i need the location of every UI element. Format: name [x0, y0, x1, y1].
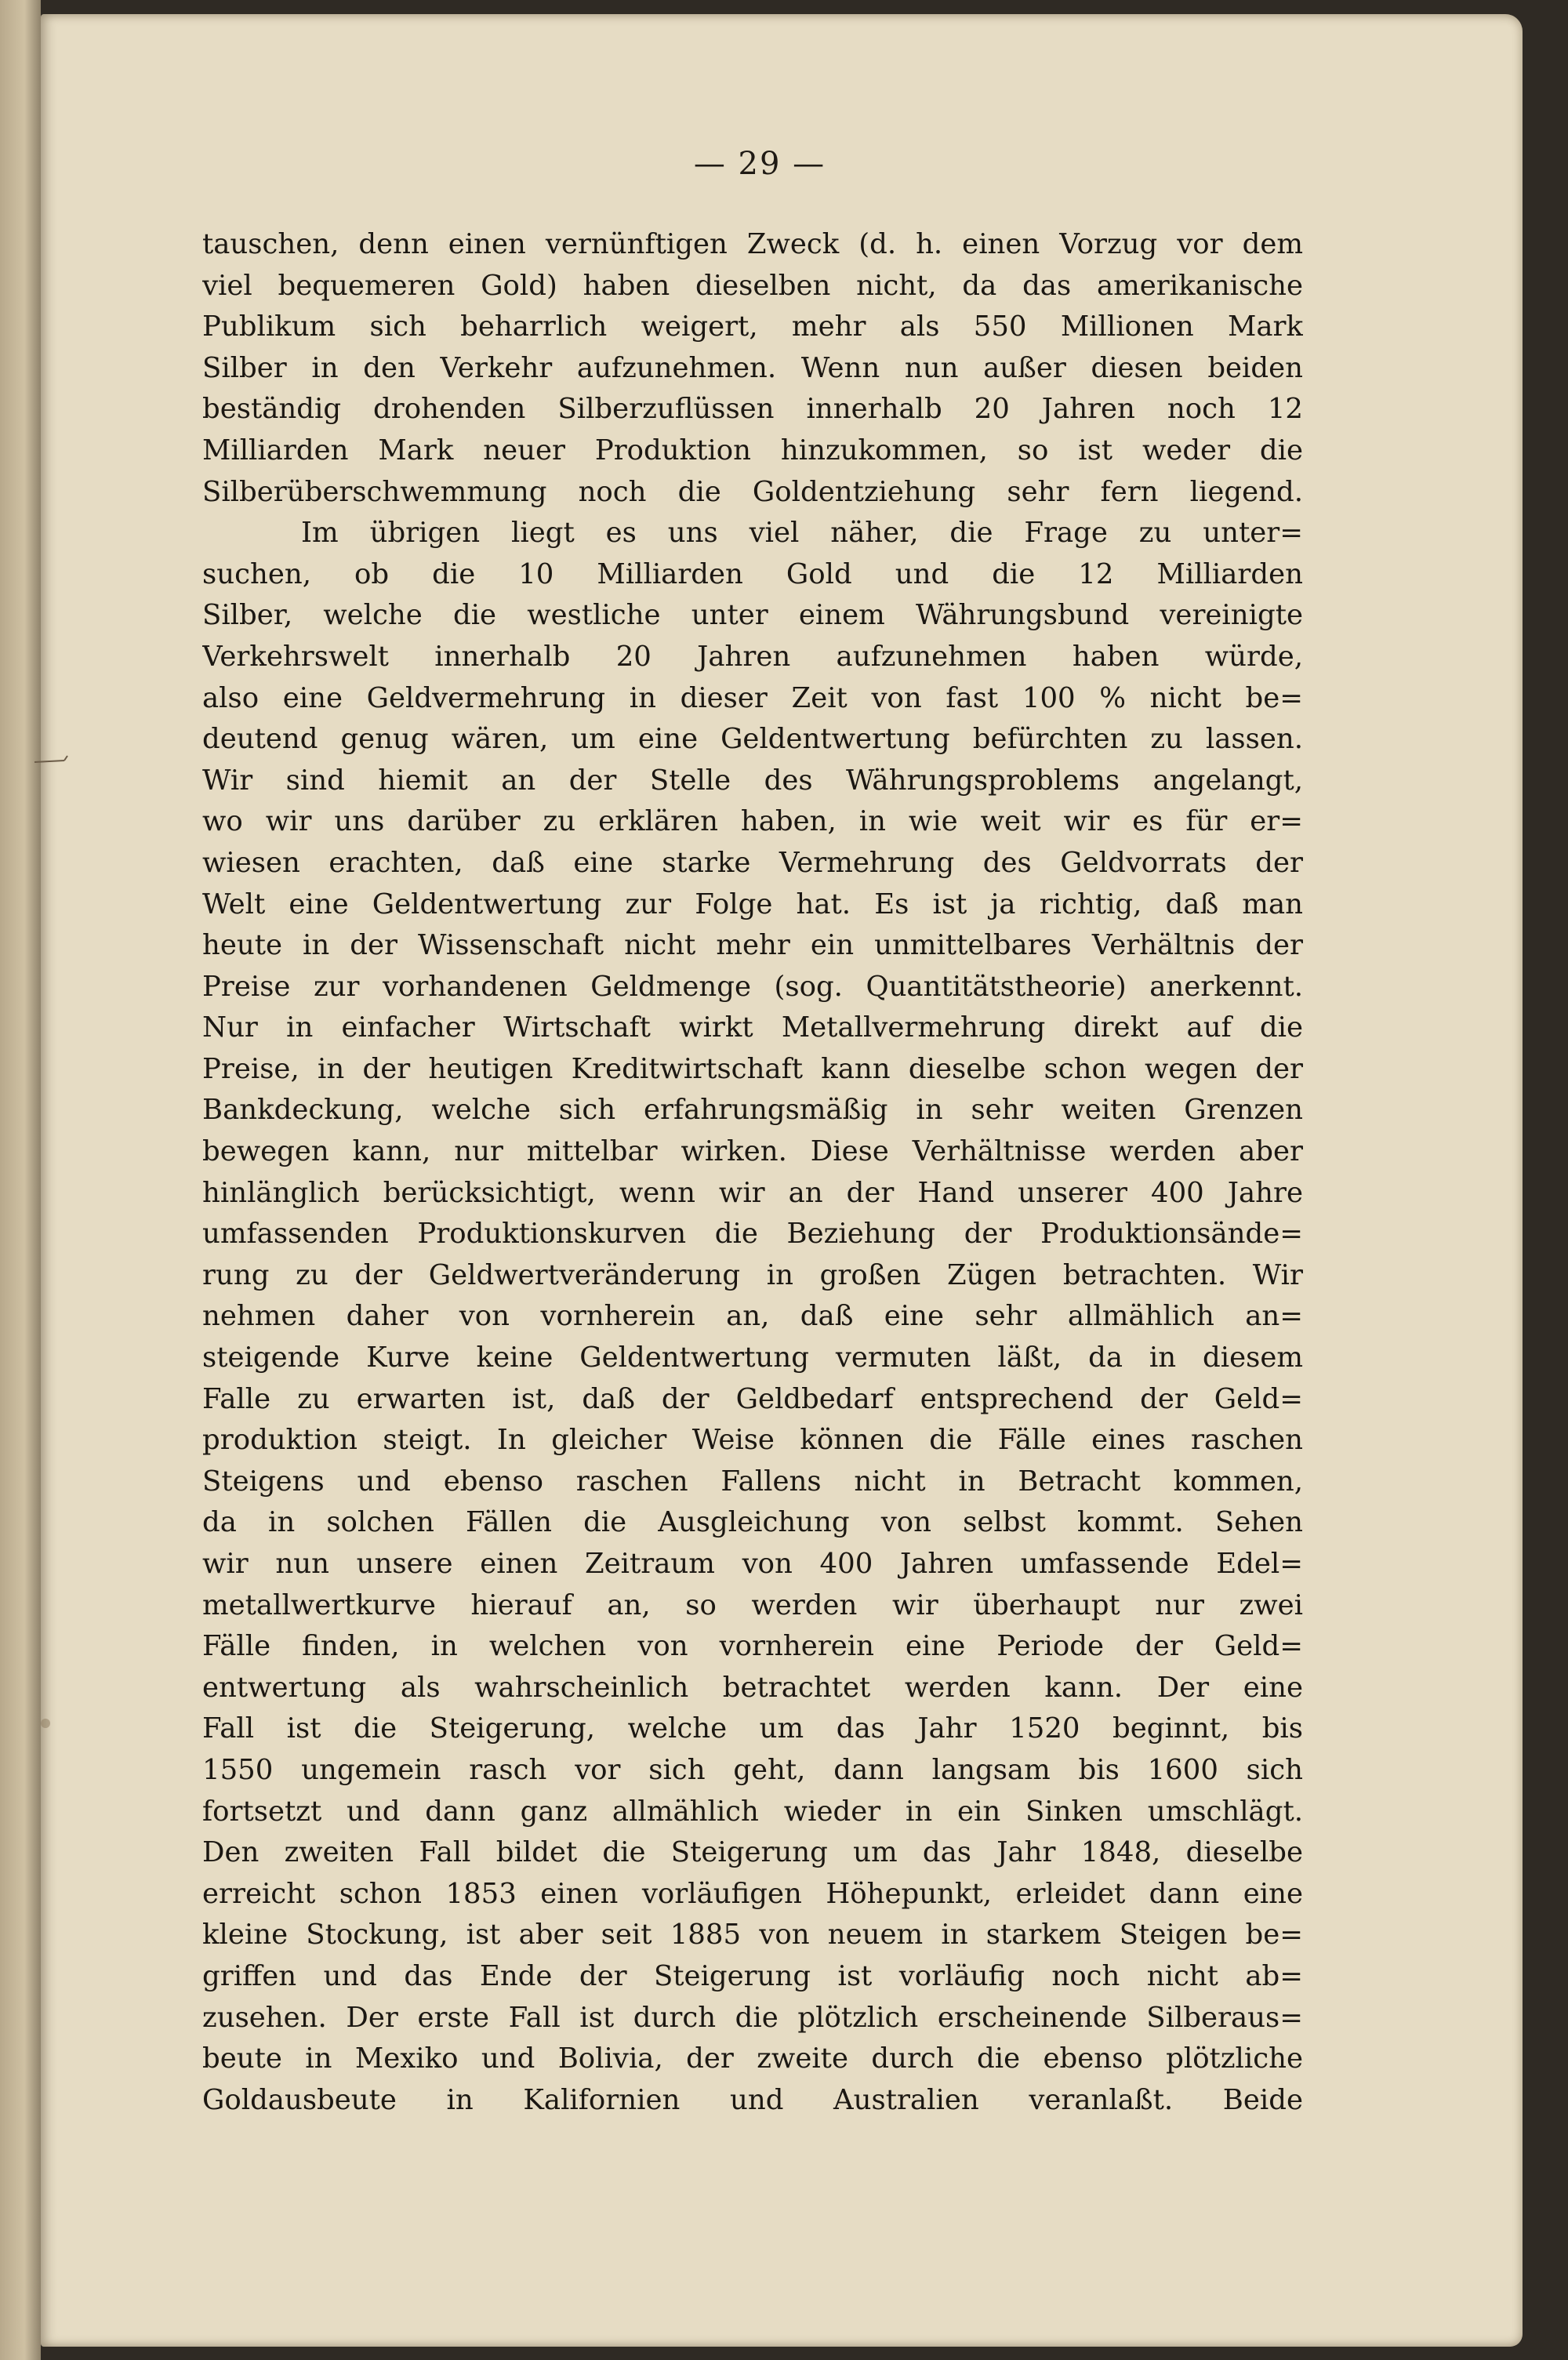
- text-line: Den zweiten Fall bildet die Steigerung um das Jahr 1848, dieselbe: [202, 1836, 1303, 1869]
- text-line: nehmen daher von vornherein an, daß eine sehr allmählich an=: [202, 1300, 1303, 1333]
- text-line: 1550 ungemein rasch vor sich geht, dann langsam bis 1600 sich: [202, 1753, 1303, 1786]
- text-line: Goldausbeute in Kalifornien und Australien veranlaßt. Beide: [202, 2083, 1303, 2116]
- text-line: umfassenden Produktionskurven die Beziehung der Produktionsände=: [202, 1218, 1303, 1251]
- text-line: Silber in den Verkehr aufzunehmen. Wenn nun außer diesen beiden: [202, 351, 1303, 384]
- text-line: wo wir uns darüber zu erklären haben, in wie weit wir es für er=: [202, 805, 1303, 838]
- text-line: viel bequemeren Gold) haben dieselben nicht, da das amerikanische: [202, 269, 1303, 302]
- text-line: bewegen kann, nur mittelbar wirken. Diese Verhältnisse werden aber: [202, 1135, 1303, 1168]
- text-line: also eine Geldvermehrung in dieser Zeit von fast 100 % nicht be=: [202, 681, 1303, 714]
- page-number: — 29 —: [693, 146, 826, 182]
- text-line: da in solchen Fällen die Ausgleichung von selbst kommt. Sehen: [202, 1506, 1303, 1539]
- text-line: beute in Mexiko und Bolivia, der zweite durch die ebenso plötzliche: [202, 2042, 1303, 2075]
- text-line: tauschen, denn einen vernünftigen Zweck (d. h. einen Vorzug vor dem: [202, 228, 1303, 260]
- text-line: kleine Stockung, ist aber seit 1885 von neuem in starkem Steigen be=: [202, 1919, 1303, 1952]
- text-line: Falle zu erwarten ist, daß der Geldbedarf entsprechend der Geld=: [202, 1382, 1303, 1415]
- text-line: heute in der Wissenschaft nicht mehr ein unmittelbares Verhältnis der: [202, 929, 1303, 962]
- text-line: Fall ist die Steigerung, welche um das Jahr 1520 beginnt, bis: [202, 1712, 1303, 1745]
- margin-pencil-mark: [33, 751, 80, 775]
- text-line: rung zu der Geldwertveränderung in großen Zügen betrachten. Wir: [202, 1258, 1303, 1291]
- text-line: deutend genug wären, um eine Geldentwertung befürchten zu lassen.: [202, 723, 1303, 756]
- text-line: Wir sind hiemit an der Stelle des Währungsproblems angelangt,: [202, 764, 1303, 797]
- text-line: Bankdeckung, welche sich erfahrungsmäßig in sehr weiten Grenzen: [202, 1094, 1303, 1127]
- text-line: Preise zur vorhandenen Geldmenge (sog. Quantitätstheorie) anerkennt.: [202, 970, 1303, 1003]
- text-line: hinlänglich berücksichtigt, wenn wir an der Hand unserer 400 Jahre: [202, 1176, 1303, 1209]
- text-line: Im übrigen liegt es uns viel näher, die Frage zu unter=: [301, 517, 1303, 550]
- text-line: beständig drohenden Silberzuflüssen innerhalb 20 Jahren noch 12: [202, 393, 1303, 426]
- text-line: entwertung als wahrscheinlich betrachtet werden kann. Der eine: [202, 1671, 1303, 1704]
- text-line: produktion steigt. In gleicher Weise können die Fälle eines raschen: [202, 1424, 1303, 1457]
- text-line: Verkehrswelt innerhalb 20 Jahren aufzunehmen haben würde,: [202, 640, 1303, 673]
- margin-stain-mark: [34, 1708, 66, 1739]
- text-line: griffen und das Ende der Steigerung ist vorläufig noch nicht ab=: [202, 1959, 1303, 1992]
- text-line: erreicht schon 1853 einen vorläufigen Höhepunkt, erleidet dann eine: [202, 1877, 1303, 1910]
- text-line: Steigens und ebenso raschen Fallens nicht in Betracht kommen,: [202, 1465, 1303, 1498]
- text-line: Publikum sich beharrlich weigert, mehr als 550 Millionen Mark: [202, 310, 1303, 343]
- text-line: suchen, ob die 10 Milliarden Gold und die 12 Milliarden: [202, 557, 1303, 590]
- body-text: [202, 224, 1303, 2121]
- text-line: fortsetzt und dann ganz allmählich wieder in ein Sinken umschlägt.: [202, 1795, 1303, 1828]
- text-line: Milliarden Mark neuer Produktion hinzukommen, so ist weder die: [202, 434, 1303, 467]
- text-line: metallwertkurve hierauf an, so werden wir überhaupt nur zwei: [202, 1588, 1303, 1621]
- text-line: steigende Kurve keine Geldentwertung vermuten läßt, da in diesem: [202, 1342, 1303, 1374]
- text-line: Welt eine Geldentwertung zur Folge hat. Es ist ja richtig, daß man: [202, 888, 1303, 920]
- text-line: Nur in einfacher Wirtschaft wirkt Metallvermehrung direkt auf die: [202, 1011, 1303, 1044]
- book-page: [41, 14, 1523, 2347]
- text-line: Preise, in der heutigen Kreditwirtschaft kann dieselbe schon wegen der: [202, 1052, 1303, 1085]
- previous-page-edge: [0, 0, 41, 2360]
- text-line: Fälle finden, in welchen von vornherein eine Periode der Geld=: [202, 1630, 1303, 1663]
- text-line: wir nun unsere einen Zeitraum von 400 Jahren umfassende Edel=: [202, 1548, 1303, 1580]
- text-line: zusehen. Der erste Fall ist durch die plötzlich erscheinende Silberaus=: [202, 2001, 1303, 2034]
- text-line: wiesen erachten, daß eine starke Vermehrung des Geldvorrats der: [202, 846, 1303, 879]
- text-line: Silberüberschwemmung noch die Goldentziehung sehr fern liegend.: [202, 475, 1303, 508]
- text-line: Silber, welche die westliche unter einem Währungsbund vereinigte: [202, 599, 1303, 632]
